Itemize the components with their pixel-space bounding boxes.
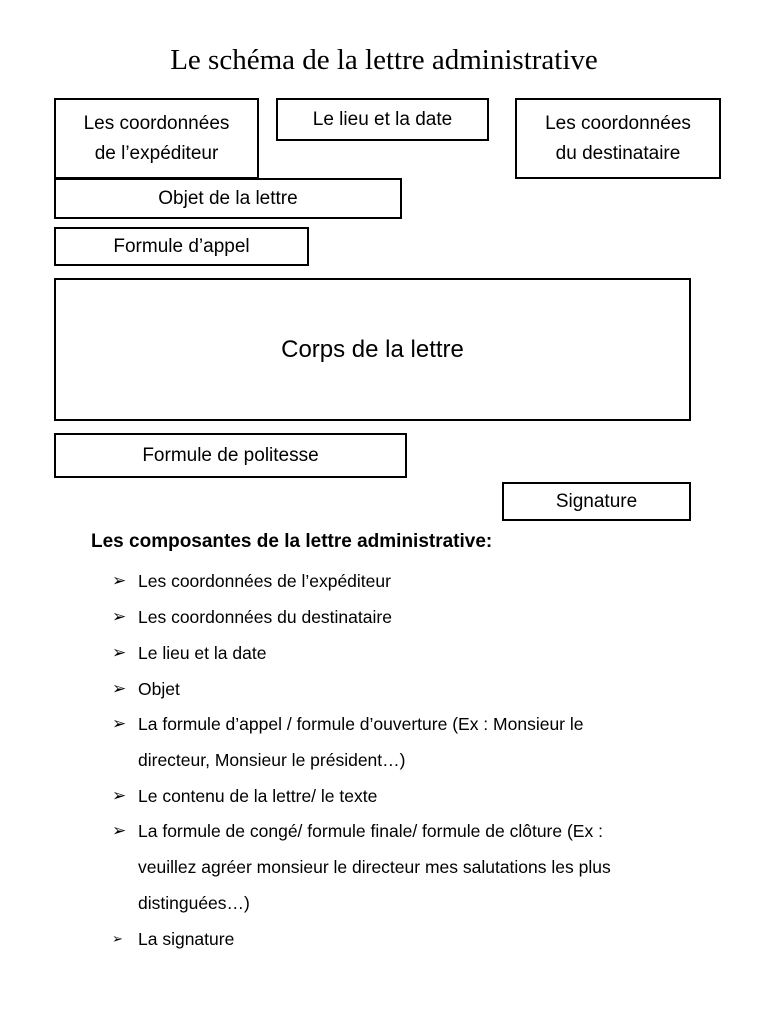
arrow-bullet-icon: ➢ [112, 821, 127, 840]
list-item-text: Les coordonnées du destinataire [138, 607, 392, 627]
box-label-line: de l’expéditeur [94, 142, 219, 164]
box-label-line: Les coordonnées [545, 112, 691, 134]
box-label: Le lieu et la date [312, 108, 453, 130]
list-item [112, 563, 672, 599]
list-item-text: La signature [138, 929, 235, 949]
box-label: Objet de la lettre [158, 187, 298, 209]
list-item-text-line: La formule de congé/ formule finale/ formule de clôture (Ex : [138, 821, 603, 841]
list-item-text-line: La formule d’appel / formule d’ouverture (Ex : Monsieur le [138, 714, 584, 734]
list-item [112, 813, 672, 921]
list-item [112, 635, 672, 671]
list-item-text: Objet [138, 679, 180, 699]
list-item-text-line: veuillez agréer monsieur le directeur mes salutations les plus [138, 857, 611, 877]
arrow-bullet-icon: ➢ [112, 714, 127, 733]
list-item-text: Le contenu de la lettre/ le texte [138, 786, 378, 806]
list-item-text-line: directeur, Monsieur le président…) [138, 750, 406, 770]
box-label: Formule de politesse [142, 444, 319, 466]
box-label-line: du destinataire [555, 142, 681, 164]
box-label: Corps de la lettre [281, 335, 464, 363]
arrow-bullet-icon: ➢ [112, 786, 127, 805]
list-item-text: Le lieu et la date [138, 643, 267, 663]
page-title: Le schéma de la lettre administrative [170, 44, 598, 76]
arrow-bullet-icon: ➢ [112, 931, 123, 946]
components-heading: Les composantes de la lettre administrative: [91, 531, 493, 552]
arrow-bullet-icon: ➢ [112, 571, 127, 590]
list-item [112, 599, 672, 635]
list-item [112, 921, 672, 957]
list-item [112, 778, 672, 814]
box-label: Formule d’appel [113, 235, 250, 257]
box-label: Signature [555, 490, 638, 512]
list-item [112, 706, 672, 778]
arrow-bullet-icon: ➢ [112, 679, 127, 698]
arrow-bullet-icon: ➢ [112, 643, 127, 662]
list-item-text-line: distinguées…) [138, 893, 250, 913]
list-item [112, 671, 672, 707]
list-item-text: Les coordonnées de l’expéditeur [138, 571, 391, 591]
box-label-line: Les coordonnées [83, 112, 230, 134]
arrow-bullet-icon: ➢ [112, 607, 127, 626]
